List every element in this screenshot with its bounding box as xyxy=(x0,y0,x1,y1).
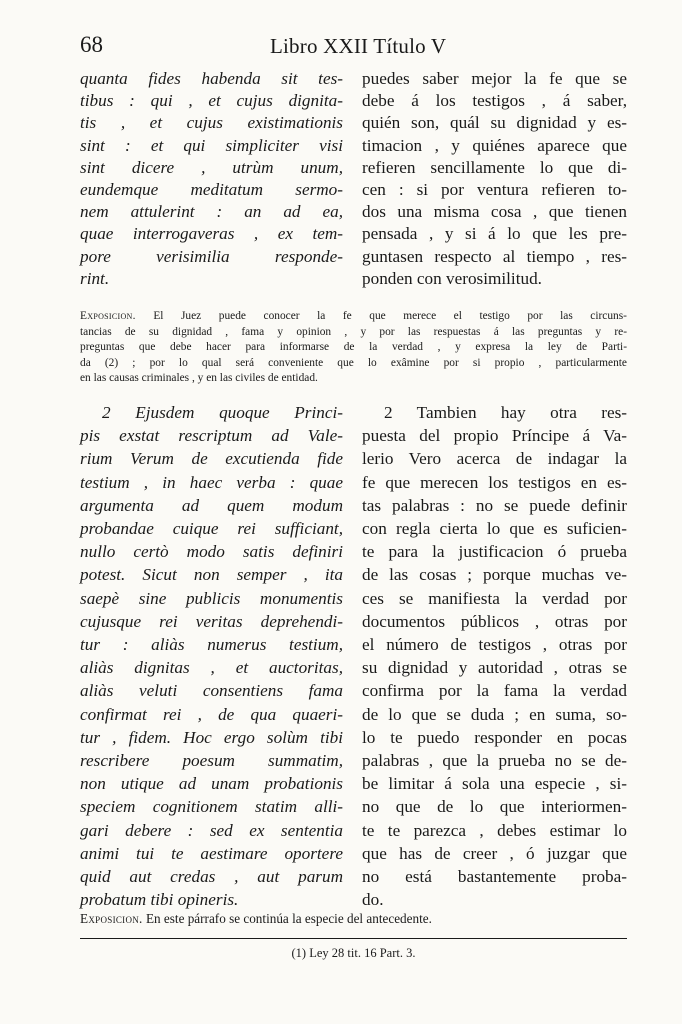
text-line: el número de testigos , otras por xyxy=(362,635,627,655)
text-line: te para la justificacion ó prueba xyxy=(362,542,627,562)
text-line: tur : aliàs numerus testium, xyxy=(80,635,343,655)
exposicion-line xyxy=(80,309,627,325)
text-line: fe que merecen los testigos en es- xyxy=(362,472,627,492)
exposicion-line: da (2) ; por lo qual será conveniente que lo exâmine por si propio , particularmente xyxy=(80,356,627,369)
text-line: potest. Sicut non semper , ita xyxy=(80,565,343,585)
text-line: aliàs dignitas , et auctoritas, xyxy=(80,658,343,678)
exposicion-line: tancias de su dignidad , fama y opinion , y por las respuestas á las preguntas y re- xyxy=(80,325,627,338)
text-line: tur , fidem. Hoc ergo solùm tibi xyxy=(80,727,343,747)
text-line: tibus : qui , et cujus dignita- xyxy=(80,91,343,111)
exposicion-paragraph-2 xyxy=(80,910,627,928)
text-line: pis exstat rescriptum ad Vale- xyxy=(80,426,343,446)
text-line: eundemque meditatum sermo- xyxy=(80,180,343,200)
text-line: que has de creer , ó juzgar que xyxy=(362,843,627,863)
spanish-column-section1 xyxy=(362,68,627,290)
text-line: dos una misma cosa , que tienen xyxy=(362,202,627,222)
text-line: con regla cierta lo que es suficien- xyxy=(362,519,627,539)
text-line: non utique ad unam probationis xyxy=(80,774,343,794)
text-line: 2 Tambien hay otra res- xyxy=(384,403,627,422)
text-line: do. xyxy=(362,890,384,910)
exposicion-line: preguntas que debe hacer para informarse de la verdad , y expresa la ley de Parti- xyxy=(80,341,627,354)
text-line: refieren sencillamente lo que di- xyxy=(362,157,627,177)
latin-column-section2 xyxy=(80,401,343,911)
text-line: timacion , y quiénes aparece que xyxy=(362,135,627,155)
text-line: rescribere poesum summatim, xyxy=(80,751,343,771)
text-line: sint : et qui simpliciter visi xyxy=(80,135,343,155)
exposicion-label: Exposicion. xyxy=(80,310,136,322)
text-line: quién son, quál su dignidad y es- xyxy=(362,113,627,133)
text-line: documentos públicos , otras por xyxy=(362,611,627,631)
text-line: ponden con verosimilitud. xyxy=(362,268,542,288)
text-line: argumenta ad quem modum xyxy=(80,495,343,515)
text-line: gari debere : sed ex sententia xyxy=(80,820,343,840)
text-line: quanta fides habenda sit tes- xyxy=(80,69,343,88)
spanish-column-section2 xyxy=(362,401,627,911)
text-line: lo te puedo responder en pocas xyxy=(362,727,627,747)
text-line: debe á los testigos , á saber, xyxy=(362,91,627,111)
text-line: no está bastantemente proba- xyxy=(362,867,627,887)
text-line: su dignidad y autoridad , otras se xyxy=(362,658,627,678)
text-line: quae interrogaveras , ex tem- xyxy=(80,224,343,244)
text-line: pensada , y si á lo que les pre- xyxy=(362,224,627,244)
page-header xyxy=(80,32,625,62)
text-line: palabras , que la prueba no se de- xyxy=(362,751,627,771)
page-number: 68 xyxy=(80,32,103,57)
exposicion-label: Exposicion. xyxy=(80,911,143,926)
text-line: be limitar á sola una especie , si- xyxy=(362,774,627,794)
text-line: pore verisimilia responde- xyxy=(80,246,343,266)
text-line: aliàs veluti consentiens fama xyxy=(80,681,343,701)
exposicion-paragraph-1 xyxy=(80,309,627,387)
text-line: lerio Vero acerca de indagar la xyxy=(362,449,627,469)
exposicion-line: en las causas criminales , y en las civiles de entidad. xyxy=(80,372,318,385)
text-line: nullo certò modo satis definiri xyxy=(80,542,343,562)
text-line: speciem cognitionem statim alli- xyxy=(80,797,343,817)
text-line: ces se manifiesta la verdad por xyxy=(362,588,627,608)
text-line: 2 Ejusdem quoque Princi- xyxy=(102,403,343,422)
text-line: nem attulerint : an ad ea, xyxy=(80,202,343,222)
text-line: tas palabras : no se puede definir xyxy=(362,495,627,515)
text-line: quid aut credas , aut parum xyxy=(80,867,343,887)
text-line: rium Verum de excutienda fide xyxy=(80,449,343,469)
text-line: probandae cuique rei sufficiant, xyxy=(80,519,343,539)
exposicion-text: El Juez puede conocer la fe que merece el testigo por las circuns- xyxy=(153,310,627,322)
text-line: puedes saber mejor la fe que se xyxy=(362,69,627,88)
text-line: guntasen respecto al tiempo , res- xyxy=(362,246,627,266)
text-line: tis , et cujus existimationis xyxy=(80,113,343,133)
text-line: no que de lo que interiormen- xyxy=(362,797,627,817)
latin-column-section1 xyxy=(80,68,343,290)
footnote: (1) Ley 28 tit. 16 Part. 3. xyxy=(291,946,416,960)
footnote-rule xyxy=(80,938,627,939)
text-line: testium , in haec verba : quae xyxy=(80,472,343,492)
text-line: cujusque rei veritas deprehendi- xyxy=(80,611,343,631)
text-line: animi tui te aestimare oportere xyxy=(80,843,343,863)
text-line: cen : si por ventura refieren to- xyxy=(362,180,627,200)
text-line: puesta del propio Príncipe á Va- xyxy=(362,426,627,446)
text-line: rint. xyxy=(80,268,110,288)
text-line: te te parezca , debes estimar lo xyxy=(362,820,627,840)
text-line: probatum tibi opineris. xyxy=(80,890,239,910)
text-line: confirma por la fama la verdad xyxy=(362,681,627,701)
text-line: sint dicere , utrùm unum, xyxy=(80,157,343,177)
exposicion-text: En este párrafo se continúa la especie del antecedente. xyxy=(145,911,432,926)
text-line: saepè sine publicis monumentis xyxy=(80,588,343,608)
text-line: confirmat rei , de qua quaeri- xyxy=(80,704,343,724)
text-line: de lo que se duda ; en suma, so- xyxy=(362,704,627,724)
text-line: de las cosas ; porque muchas ve- xyxy=(362,565,627,585)
running-title: Libro XXII Título V xyxy=(270,34,447,58)
